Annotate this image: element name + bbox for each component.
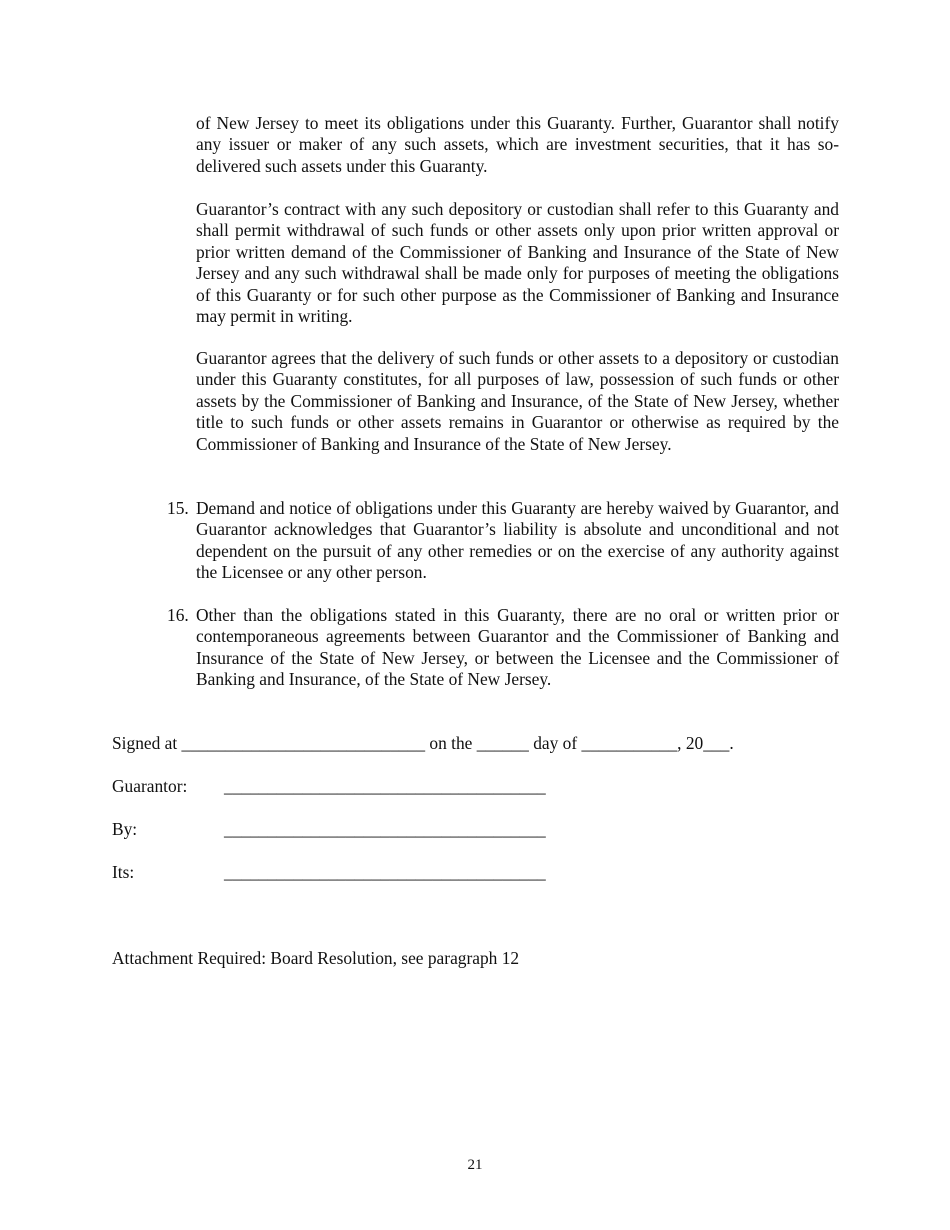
its-signature-row [112,862,582,886]
by-label: By: [112,819,138,839]
list-item-16 [167,605,839,691]
guarantor-signature-field[interactable]: _____________________________________ [224,776,546,796]
its-title-field[interactable]: _____________________________________ [224,862,546,882]
paragraph-custodian-contract: Guarantor’s contract with any such depository or custodian shall refer to this Guaranty and shall permit withdrawal of such funds or other assets only upon prior written approval or prior written demand of the Commissioner of Banking and Insurance of the State of New Jersey and any such withdrawal shall be made only for purposes of meeting the obligations of this Guaranty or for such other purpose as the Commissioner of Banking and Insurance may permit in writing. [196,199,839,327]
paragraph-possession-of-assets: Guarantor agrees that the delivery of such funds or other assets to a depository or custodian under this Guaranty constitutes, for all purposes of law, possession of such funds or other assets by the Commissioner of Banking and Insurance, of the State of New Jersey, whether title to such funds or other assets remains in Guarantor or otherwise as required by the Commissioner of Banking and Insurance of the State of New Jersey. [196,348,839,454]
signed-at-line[interactable]: Signed at ____________________________ on the ______ day of ___________, 20___. [112,733,734,753]
paragraph-assets-delivery: of New Jersey to meet its obligations under this Guaranty. Further, Guarantor shall notify any issuer or maker of any such assets, which are investment securities, that it has so-delivered such assets under this Guaranty. [196,113,839,176]
list-item-text: Other than the obligations stated in this Guaranty, there are no oral or written prior or contemporaneous agreements between Guarantor and the Commissioner of Banking and Insurance of the State of New Jersey, or between the Licensee and the Commissioner of Banking and Insurance, of the State of New Jersey. [196,605,839,690]
list-item-text: Demand and notice of obligations under this Guaranty are hereby waived by Guarantor, and Guarantor acknowledges that Guarantor’s liability is absolute and unconditional and not dependent on the pursuit of any other remedies or on the exercise of any authority against the Licensee or any other person. [196,498,839,583]
by-signature-field[interactable]: _____________________________________ [224,819,546,839]
list-number: 16. [167,605,189,625]
its-label: Its: [112,862,135,882]
guarantor-label: Guarantor: [112,776,188,796]
attachment-note: Attachment Required: Board Resolution, see paragraph 12 [112,948,520,968]
list-item-15 [167,498,839,584]
list-number: 15. [167,498,189,518]
guarantor-signature-row [112,776,582,800]
page-number: 21 [467,1157,483,1173]
by-signature-row [112,819,582,843]
